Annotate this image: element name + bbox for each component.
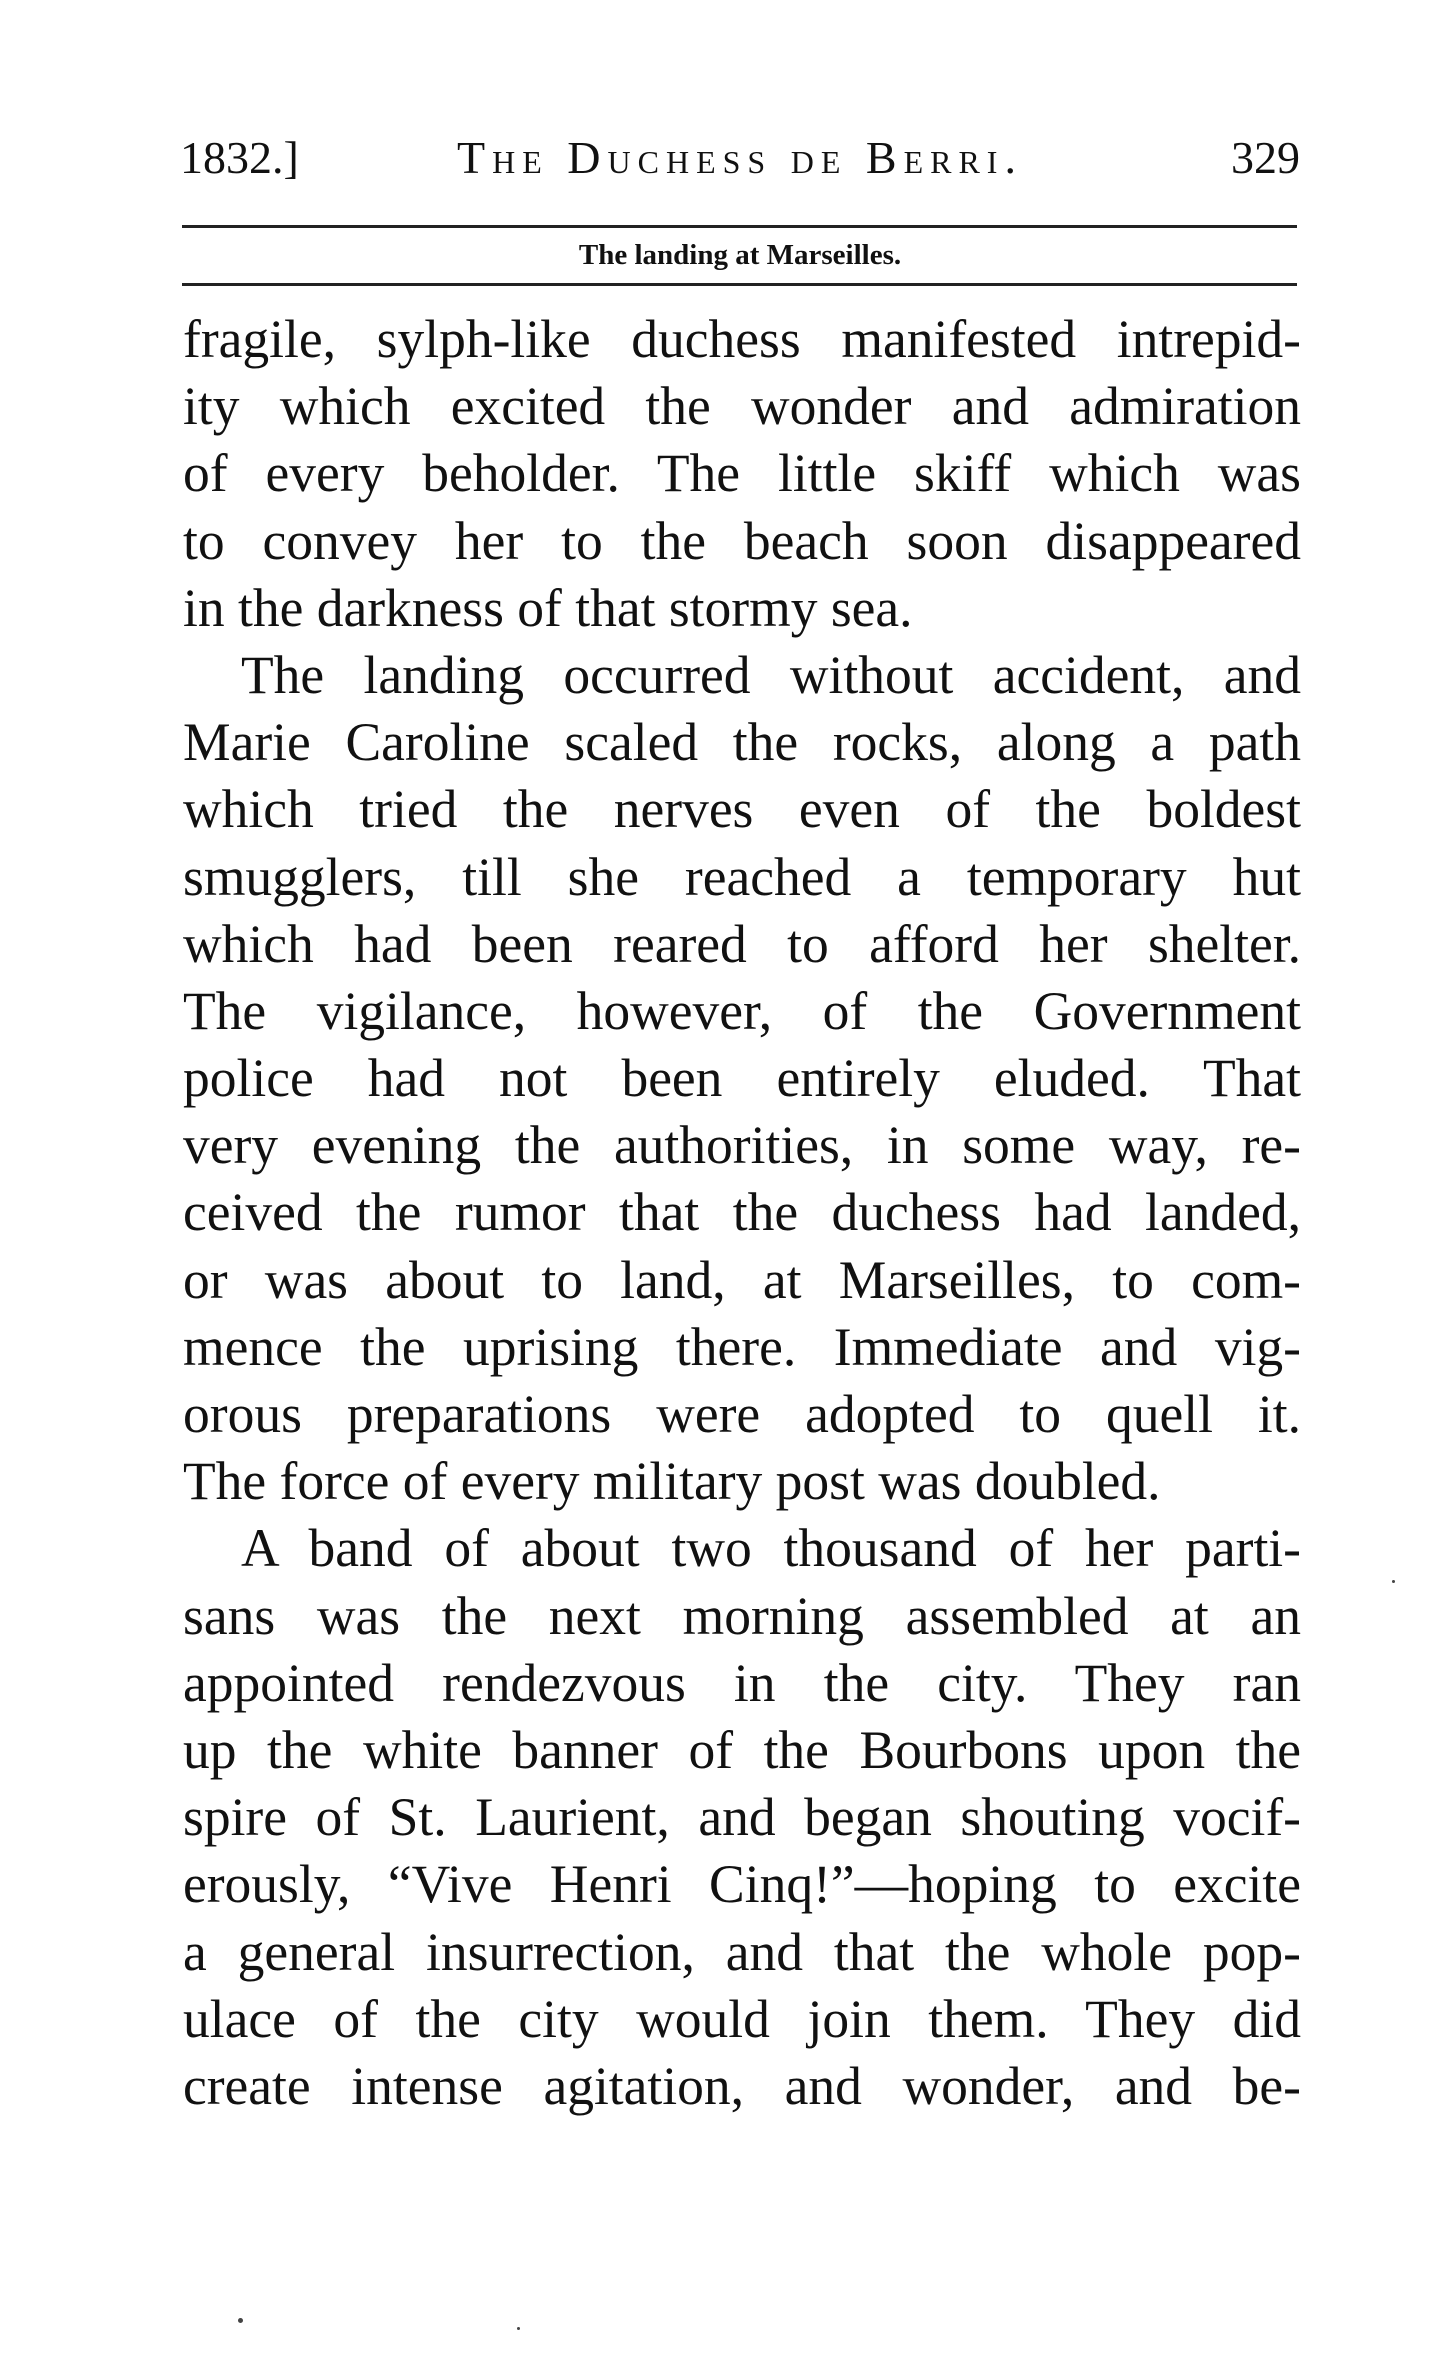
text-line: of every beholder. The little skiff which was: [183, 443, 1301, 504]
text-line: fragile, sylph-like duchess manifested intrepid-: [183, 309, 1301, 369]
running-header: [180, 128, 1300, 188]
text-line: erously, “Vive Henri Cinq!”—hoping to excite: [183, 1854, 1301, 1915]
page-number: 329: [1231, 132, 1300, 183]
text-line: mence the uprising there. Immediate and vig-: [183, 1316, 1301, 1377]
header-title: The Duchess de Berri.: [457, 132, 1023, 183]
header-rule-top: [182, 225, 1297, 228]
paper-speck: [238, 2318, 243, 2323]
text-line: The landing occurred without accident, and: [241, 644, 1301, 705]
text-line: in the darkness of that stormy sea.: [183, 577, 913, 638]
text-line: which tried the nerves even of the boldest: [183, 779, 1301, 840]
text-line: up the white banner of the Bourbons upon the: [183, 1719, 1301, 1780]
text-line: Marie Caroline scaled the rocks, along a path: [183, 712, 1301, 773]
header-rule-bottom: [182, 283, 1297, 286]
text-line: orous preparations were adopted to quell it.: [183, 1384, 1301, 1444]
subheading: The landing at Marseilles.: [578, 239, 902, 271]
text-line: The force of every military post was doubled.: [183, 1451, 1161, 1512]
text-line: sans was the next morning assembled at an: [183, 1585, 1301, 1646]
header-year: 1832.]: [180, 132, 299, 183]
text-line: to convey her to the beach soon disappeared: [183, 510, 1301, 571]
body-text: [183, 306, 1301, 2120]
text-line: spire of St. Laurient, and began shouting vocif-: [183, 1787, 1301, 1848]
text-line: ceived the rumor that the duchess had landed,: [183, 1182, 1301, 1243]
text-line: which had been reared to afford her shelter.: [183, 913, 1301, 974]
text-line: very evening the authorities, in some way, re-: [183, 1115, 1301, 1176]
text-line: The vigilance, however, of the Government: [183, 980, 1301, 1041]
paper-speck: [517, 2327, 520, 2330]
text-line: ity which excited the wonder and admiration: [183, 376, 1301, 437]
text-line: police had not been entirely eluded. That: [183, 1048, 1301, 1109]
text-line: appointed rendezvous in the city. They ran: [183, 1652, 1301, 1713]
text-line: a general insurrection, and that the whole pop-: [183, 1921, 1301, 1982]
text-line: smugglers, till she reached a temporary hut: [183, 846, 1301, 907]
text-line: A band of about two thousand of her parti-: [241, 1518, 1301, 1579]
text-line: or was about to land, at Marseilles, to com-: [183, 1249, 1301, 1310]
text-line: ulace of the city would join them. They did: [183, 1988, 1301, 2049]
paper-speck: [1392, 1580, 1395, 1583]
text-line: create intense agitation, and wonder, and be-: [183, 2055, 1301, 2116]
